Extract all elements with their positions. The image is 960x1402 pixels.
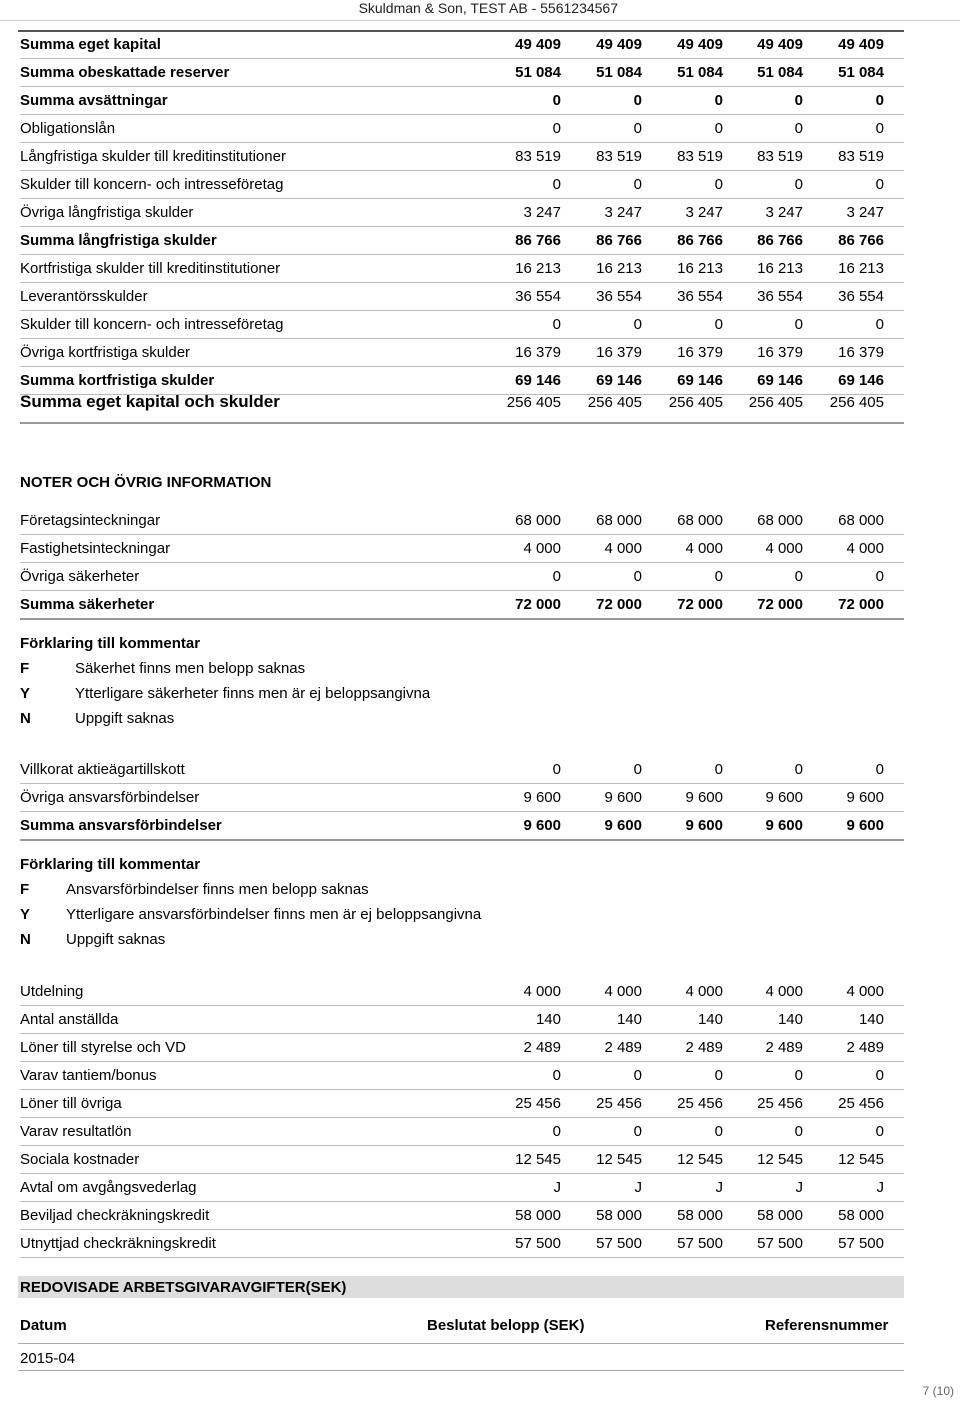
page-number: 7 (10) xyxy=(922,1384,954,1398)
row-value: 2 489 xyxy=(523,1039,561,1056)
row-value: 256 405 xyxy=(506,393,561,411)
row-label: Summa kortfristiga skulder xyxy=(20,372,215,389)
row-value: 12 545 xyxy=(838,1151,884,1168)
row-value: 9 600 xyxy=(846,817,884,834)
row-label: Övriga säkerheter xyxy=(20,568,140,585)
row-value: 4 000 xyxy=(604,540,642,557)
row-value: 69 146 xyxy=(838,372,884,389)
explanation-text: Ansvarsförbindelser finns men belopp saknas xyxy=(66,881,369,898)
col-referensnummer: Referensnummer xyxy=(765,1317,889,1334)
row-value: J xyxy=(634,1179,642,1196)
row-value: J xyxy=(795,1179,803,1196)
row-value: 256 405 xyxy=(587,393,642,411)
row-value: 4 000 xyxy=(604,983,642,1000)
total-table xyxy=(20,382,904,424)
row-label: Företagsinteckningar xyxy=(20,512,161,529)
col-beslutat-belopp: Beslutat belopp (SEK) xyxy=(427,1317,585,1334)
table-row xyxy=(20,784,904,812)
table-row xyxy=(20,1230,904,1258)
row-value: 16 213 xyxy=(677,260,723,277)
row-value: 86 766 xyxy=(677,232,723,249)
row-value: 57 500 xyxy=(838,1235,884,1252)
row-value: 2 489 xyxy=(846,1039,884,1056)
row-label: Avtal om avgångsvederlag xyxy=(20,1179,197,1196)
row-value: 16 213 xyxy=(757,260,803,277)
row-value: 25 456 xyxy=(677,1095,723,1112)
row-value: 3 247 xyxy=(523,204,561,221)
contingent-table xyxy=(20,756,904,841)
row-value: 140 xyxy=(858,1011,884,1028)
other-info-table xyxy=(20,978,904,1258)
row-value: 57 500 xyxy=(757,1235,803,1252)
table-row xyxy=(20,1118,904,1146)
row-value: 0 xyxy=(633,176,642,193)
row-value: 9 600 xyxy=(765,817,803,834)
row-value: 16 213 xyxy=(838,260,884,277)
table-row xyxy=(20,255,904,283)
row-value: 16 379 xyxy=(596,344,642,361)
header-divider xyxy=(0,20,960,21)
explanation-text: Uppgift saknas xyxy=(75,710,175,727)
row-value: 83 519 xyxy=(515,148,561,165)
table-row xyxy=(20,311,904,339)
row-label: Summa säkerheter xyxy=(20,596,155,613)
row-label: Kortfristiga skulder till kreditinstitutioner xyxy=(20,260,281,277)
row-value: 58 000 xyxy=(838,1207,884,1224)
row-value: 83 519 xyxy=(757,148,803,165)
row-value: 256 405 xyxy=(668,393,723,411)
row-label: Utnyttjad checkräkningskredit xyxy=(20,1235,216,1252)
row-value: 0 xyxy=(714,1123,723,1140)
row-value: 256 405 xyxy=(829,393,884,411)
row-value: 0 xyxy=(875,92,884,109)
row-label: Leverantörsskulder xyxy=(20,288,148,305)
row-value: 2 489 xyxy=(765,1039,803,1056)
row-value: 0 xyxy=(633,1067,642,1084)
table-row xyxy=(20,978,904,1006)
row-value: 0 xyxy=(714,120,723,137)
row-value: 4 000 xyxy=(523,983,561,1000)
row-value: 68 000 xyxy=(677,512,723,529)
row-value: 72 000 xyxy=(677,596,723,613)
row-label: Övriga ansvarsförbindelser xyxy=(20,789,200,806)
table-row xyxy=(20,143,904,171)
row-value: 4 000 xyxy=(765,983,803,1000)
row-value: 51 084 xyxy=(596,64,642,81)
row-label: Skulder till koncern- och intresseföretag xyxy=(20,176,284,193)
table-row xyxy=(20,339,904,367)
table-row xyxy=(20,1034,904,1062)
row-value: 12 545 xyxy=(677,1151,723,1168)
row-value: 25 456 xyxy=(515,1095,561,1112)
row-value: 4 000 xyxy=(846,983,884,1000)
row-value: 0 xyxy=(794,316,803,333)
employer-fees-title: REDOVISADE ARBETSGIVARAVGIFTER(SEK) xyxy=(18,1276,904,1298)
row-label: Summa eget kapital xyxy=(20,36,161,53)
row-value: 69 146 xyxy=(596,372,642,389)
row-value: 25 456 xyxy=(596,1095,642,1112)
row-value: 9 600 xyxy=(523,789,561,806)
row-value: 0 xyxy=(875,761,884,778)
row-label: Varav resultatlön xyxy=(20,1123,132,1140)
colhead-rule xyxy=(18,1343,904,1344)
explanation-text: Uppgift saknas xyxy=(66,931,166,948)
explanation-text: Ytterligare ansvarsförbindelser finns men är ej beloppsangivna xyxy=(66,906,482,923)
row-value: 0 xyxy=(633,761,642,778)
row-value: 9 600 xyxy=(765,789,803,806)
row-value: 0 xyxy=(794,1067,803,1084)
row-value: 72 000 xyxy=(757,596,803,613)
row-value: 9 600 xyxy=(846,789,884,806)
row-value: 140 xyxy=(616,1011,642,1028)
row-value: 0 xyxy=(552,761,561,778)
row-value: 9 600 xyxy=(685,817,723,834)
row-label: Övriga kortfristiga skulder xyxy=(20,344,191,361)
explanation-text: Säkerhet finns men belopp saknas xyxy=(75,660,306,677)
explanation-item xyxy=(20,706,200,731)
row-value: 4 000 xyxy=(765,540,803,557)
row-label: Summa eget kapital och skulder xyxy=(20,392,280,411)
total-row xyxy=(20,382,904,424)
table-row xyxy=(20,87,904,115)
row-value: 68 000 xyxy=(757,512,803,529)
row-value: 0 xyxy=(794,176,803,193)
row-value: 16 213 xyxy=(515,260,561,277)
row-value: 49 409 xyxy=(838,36,884,53)
table-row xyxy=(20,1090,904,1118)
row-value: 83 519 xyxy=(677,148,723,165)
explanation-code: F xyxy=(20,660,30,677)
row-value: 49 409 xyxy=(596,36,642,53)
report-header: Skuldman & Son, TEST AB - 5561234567 xyxy=(358,0,618,16)
row-value: 0 xyxy=(633,92,642,109)
row-value: 86 766 xyxy=(838,232,884,249)
row-label: Summa långfristiga skulder xyxy=(20,232,217,249)
row-value: 0 xyxy=(714,1067,723,1084)
balance-table xyxy=(20,31,904,395)
row-value: 49 409 xyxy=(515,36,561,53)
row-value: 16 379 xyxy=(515,344,561,361)
table-row xyxy=(20,591,904,620)
row-value: 72 000 xyxy=(838,596,884,613)
explanation-code: N xyxy=(20,710,31,727)
row-value: 140 xyxy=(535,1011,561,1028)
row-label: Summa avsättningar xyxy=(20,92,168,109)
row-value: 0 xyxy=(633,1123,642,1140)
explanation-contingent xyxy=(20,853,482,952)
row-value: 0 xyxy=(552,176,561,193)
explanation-item xyxy=(20,902,482,927)
explanation-code: N xyxy=(20,931,31,948)
row-value: 9 600 xyxy=(523,817,561,834)
row-value: 12 545 xyxy=(515,1151,561,1168)
row-value: 0 xyxy=(633,568,642,585)
row-value: 140 xyxy=(777,1011,803,1028)
row-value: J xyxy=(715,1179,723,1196)
row-value: 0 xyxy=(875,120,884,137)
row-value: 2 489 xyxy=(685,1039,723,1056)
row-label: Skulder till koncern- och intresseföretag xyxy=(20,316,284,333)
row-value: 0 xyxy=(875,316,884,333)
table-row xyxy=(20,1202,904,1230)
table-row xyxy=(20,1006,904,1034)
explanation-item xyxy=(20,877,369,902)
row-label: Sociala kostnader xyxy=(20,1151,140,1168)
row-value: 0 xyxy=(552,316,561,333)
row-value: 0 xyxy=(875,176,884,193)
row-value: 58 000 xyxy=(677,1207,723,1224)
row-label: Utdelning xyxy=(20,983,84,1000)
row-value: 69 146 xyxy=(515,372,561,389)
row-value: 0 xyxy=(794,92,803,109)
table-row xyxy=(20,31,904,59)
row-value: 16 379 xyxy=(677,344,723,361)
row-value: 68 000 xyxy=(596,512,642,529)
fees-bottom-rule xyxy=(18,1370,904,1371)
explanation-code: F xyxy=(20,881,30,898)
row-value: 140 xyxy=(697,1011,723,1028)
row-value: 86 766 xyxy=(757,232,803,249)
col-datum: Datum xyxy=(20,1317,67,1334)
explanation-title: Förklaring till kommentar xyxy=(20,856,201,873)
row-value: 9 600 xyxy=(604,817,642,834)
table-row xyxy=(20,563,904,591)
row-value: 256 405 xyxy=(748,393,803,411)
row-value: 0 xyxy=(875,1067,884,1084)
row-value: 49 409 xyxy=(677,36,723,53)
table-row xyxy=(20,199,904,227)
row-value: 36 554 xyxy=(596,288,642,305)
row-value: 0 xyxy=(875,568,884,585)
row-value: 58 000 xyxy=(757,1207,803,1224)
row-value: 57 500 xyxy=(677,1235,723,1252)
row-label: Summa obeskattade reserver xyxy=(20,64,230,81)
table-row xyxy=(20,171,904,199)
row-value: 51 084 xyxy=(838,64,884,81)
notes-title: NOTER OCH ÖVRIG INFORMATION xyxy=(20,474,272,491)
row-value: 68 000 xyxy=(515,512,561,529)
row-value: 83 519 xyxy=(838,148,884,165)
row-value: 4 000 xyxy=(846,540,884,557)
row-value: 0 xyxy=(552,1067,561,1084)
explanation-title: Förklaring till kommentar xyxy=(20,635,201,652)
row-label: Beviljad checkräkningskredit xyxy=(20,1207,210,1224)
row-value: 3 247 xyxy=(846,204,884,221)
table-row xyxy=(20,507,904,535)
row-value: 0 xyxy=(552,568,561,585)
table-row xyxy=(20,1062,904,1090)
row-value: 36 554 xyxy=(757,288,803,305)
row-label: Varav tantiem/bonus xyxy=(20,1067,157,1084)
row-value: J xyxy=(876,1179,884,1196)
row-value: J xyxy=(553,1179,561,1196)
row-value: 0 xyxy=(875,1123,884,1140)
row-value: 25 456 xyxy=(838,1095,884,1112)
explanation-item xyxy=(20,656,306,681)
row-value: 25 456 xyxy=(757,1095,803,1112)
row-value: 0 xyxy=(794,1123,803,1140)
row-value: 16 379 xyxy=(757,344,803,361)
table-row xyxy=(20,812,904,841)
row-label: Fastighetsinteckningar xyxy=(20,540,171,557)
row-value: 86 766 xyxy=(596,232,642,249)
row-value: 72 000 xyxy=(596,596,642,613)
row-value: 36 554 xyxy=(838,288,884,305)
row-value: 57 500 xyxy=(596,1235,642,1252)
row-value: 0 xyxy=(552,92,561,109)
row-value: 0 xyxy=(633,120,642,137)
row-value: 0 xyxy=(552,1123,561,1140)
explanation-item xyxy=(20,927,200,952)
row-value: 51 084 xyxy=(757,64,803,81)
row-value: 0 xyxy=(794,761,803,778)
row-value: 86 766 xyxy=(515,232,561,249)
row-value: 36 554 xyxy=(515,288,561,305)
explanation-text: Ytterligare säkerheter finns men är ej beloppsangivna xyxy=(75,685,431,702)
table-row xyxy=(20,227,904,255)
row-value: 9 600 xyxy=(604,789,642,806)
row-label: Löner till styrelse och VD xyxy=(20,1039,186,1056)
table-row xyxy=(20,283,904,311)
row-value: 16 213 xyxy=(596,260,642,277)
row-label: Långfristiga skulder till kreditinstitutioner xyxy=(20,148,286,165)
row-value: 51 084 xyxy=(515,64,561,81)
row-label: Övriga långfristiga skulder xyxy=(20,204,194,221)
explanation-code: Y xyxy=(20,685,31,702)
row-value: 16 379 xyxy=(838,344,884,361)
security-table xyxy=(20,507,904,620)
row-value: 0 xyxy=(714,568,723,585)
row-value: 0 xyxy=(794,568,803,585)
row-value: 3 247 xyxy=(765,204,803,221)
row-value: 51 084 xyxy=(677,64,723,81)
row-label: Obligationslån xyxy=(20,120,116,137)
row-value: 9 600 xyxy=(685,789,723,806)
row-value: 69 146 xyxy=(757,372,803,389)
row-value: 4 000 xyxy=(685,983,723,1000)
row-value: 4 000 xyxy=(523,540,561,557)
row-value: 0 xyxy=(794,120,803,137)
table-row xyxy=(20,756,904,784)
row-value: 68 000 xyxy=(838,512,884,529)
row-value: 0 xyxy=(714,761,723,778)
row-value: 57 500 xyxy=(515,1235,561,1252)
row-value: 0 xyxy=(714,176,723,193)
fee-period: 2015-04 xyxy=(20,1350,76,1367)
row-value: 36 554 xyxy=(677,288,723,305)
row-value: 12 545 xyxy=(757,1151,803,1168)
row-value: 83 519 xyxy=(596,148,642,165)
table-row xyxy=(20,59,904,87)
row-label: Löner till övriga xyxy=(20,1095,122,1112)
row-value: 0 xyxy=(552,120,561,137)
row-value: 58 000 xyxy=(596,1207,642,1224)
row-value: 2 489 xyxy=(604,1039,642,1056)
table-row xyxy=(20,1174,904,1202)
row-value: 72 000 xyxy=(515,596,561,613)
row-value: 4 000 xyxy=(685,540,723,557)
row-value: 58 000 xyxy=(515,1207,561,1224)
row-value: 3 247 xyxy=(604,204,642,221)
row-label: Antal anställda xyxy=(20,1011,119,1028)
table-row xyxy=(20,535,904,563)
explanation-securities xyxy=(20,632,431,731)
explanation-item xyxy=(20,681,431,706)
row-value: 12 545 xyxy=(596,1151,642,1168)
row-value: 0 xyxy=(714,316,723,333)
row-label: Villkorat aktieägartillskott xyxy=(20,761,185,778)
row-value: 3 247 xyxy=(685,204,723,221)
row-value: 0 xyxy=(633,316,642,333)
table-row xyxy=(20,115,904,143)
row-value: 0 xyxy=(714,92,723,109)
row-label: Summa ansvarsförbindelser xyxy=(20,817,222,834)
row-value: 49 409 xyxy=(757,36,803,53)
row-value: 69 146 xyxy=(677,372,723,389)
table-row xyxy=(20,1146,904,1174)
explanation-code: Y xyxy=(20,906,31,923)
